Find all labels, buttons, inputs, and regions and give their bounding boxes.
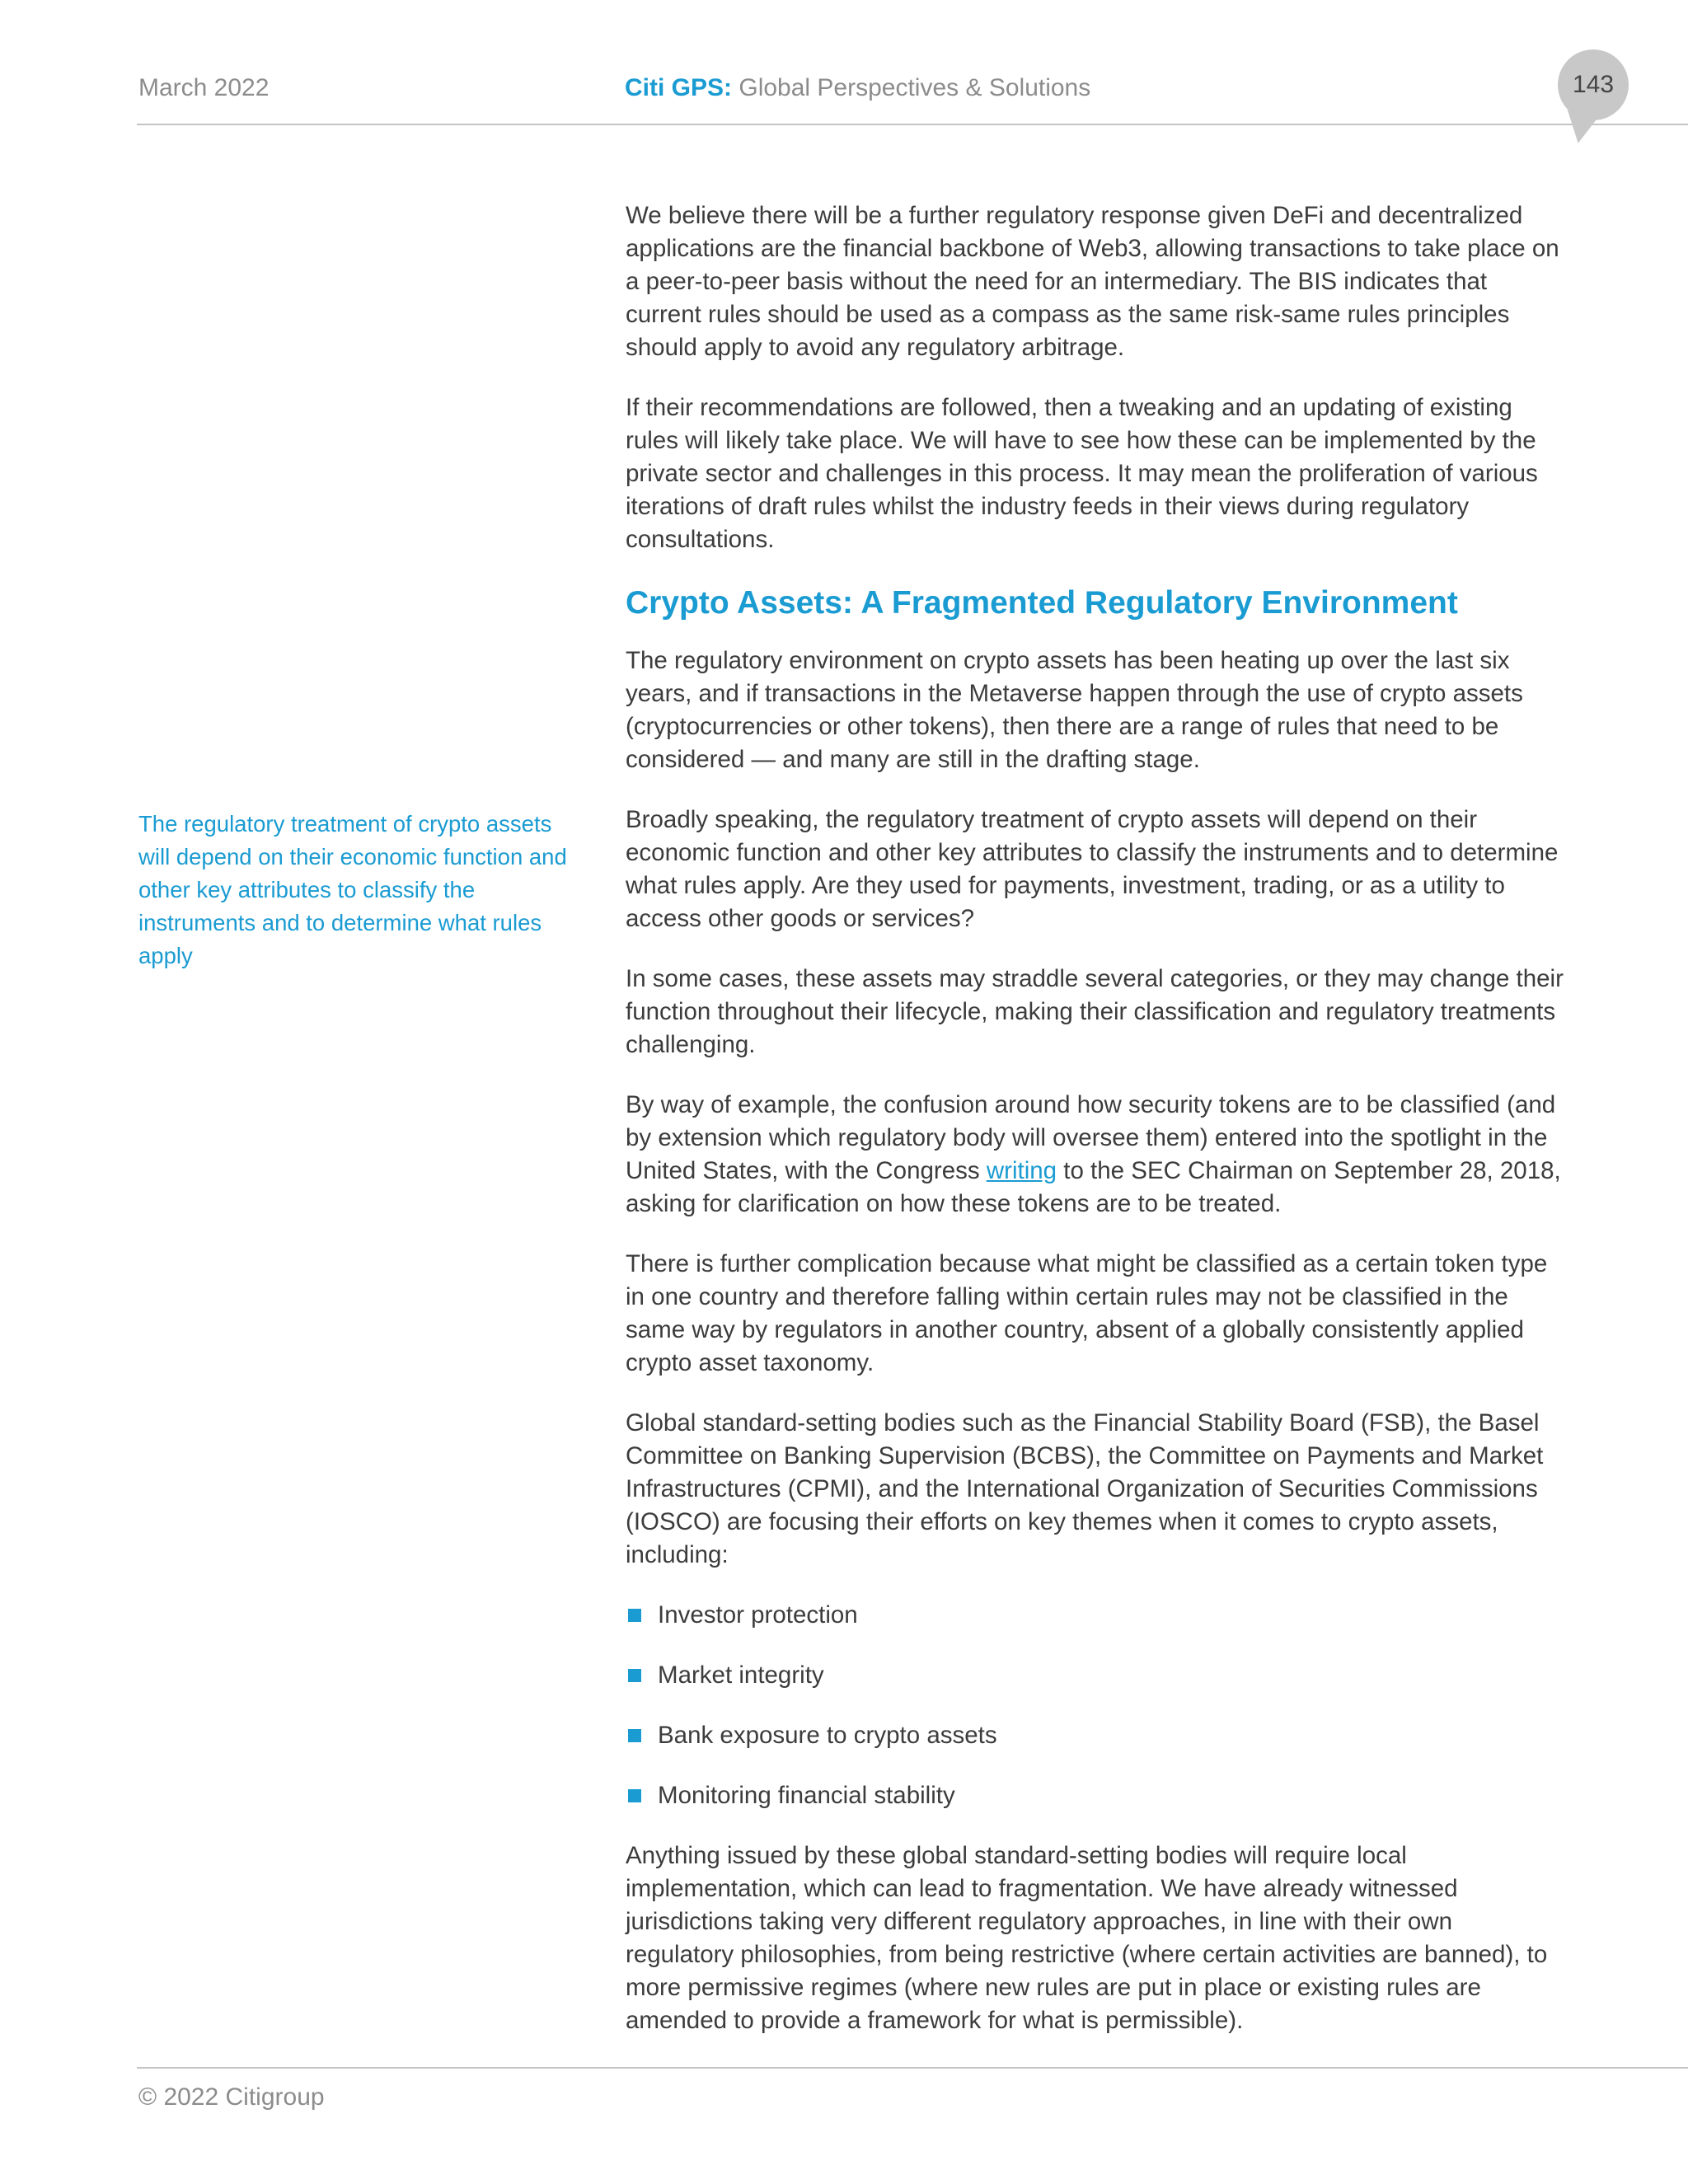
brand-name: Citi GPS: <box>625 74 733 101</box>
writing-link[interactable]: writing <box>986 1157 1057 1184</box>
list-item-label: Monitoring financial stability <box>658 1782 955 1809</box>
list-item <box>626 1779 1565 1812</box>
themes-list <box>626 1599 1565 1812</box>
header-brand <box>625 74 1090 102</box>
sidenote-callout: The regulatory treatment of crypto assets will depend on their economic function and other key attributes to classify the instruments and to determine what rules apply <box>138 811 567 968</box>
brand-tagline: Global Perspectives & Solutions <box>738 74 1091 101</box>
paragraph-standard-setting: Global standard-setting bodies such as the Financial Stability Board (FSB), the Basel Committee on Banking Supervision (BCBS), the Committee on Payments and Market Infrastructures (CPMI), and the International Organization of Securities Commissions (IOSCO) are focusing their efforts on key themes when it comes to crypto assets, including: <box>626 1409 1544 1568</box>
square-bullet-icon <box>628 1609 641 1622</box>
list-item <box>626 1599 1565 1632</box>
paragraph-classification: Broadly speaking, the regulatory treatment of crypto assets will depend on their economic function and other key attributes to classify the instruments and to determine what rules apply. Are they used for payments, investment, trading, or as a utility to access other goods or services? <box>626 806 1559 932</box>
paragraph-categories: In some cases, these assets may straddle several categories, or they may change their function throughout their lifecycle, making their classification and regulatory treatments challenging. <box>626 965 1564 1058</box>
header-divider <box>137 124 1688 125</box>
square-bullet-icon <box>628 1729 641 1742</box>
footer-divider <box>137 2067 1688 2069</box>
list-item-label: Market integrity <box>658 1661 824 1689</box>
footer-copyright: © 2022 Citigroup <box>138 2083 325 2111</box>
paragraph-security-tokens <box>626 1089 1565 1221</box>
paragraph-recommendations: If their recommendations are followed, then a tweaking and an updating of existing rules will likely take place. We will have to see how these can be implemented by the private sector and challenges in this process. It may mean the proliferation of various iterations of draft rules whilst the industry feeds in their views during regulatory consultations. <box>626 394 1538 553</box>
list-item <box>626 1659 1565 1692</box>
paragraph-environment: The regulatory environment on crypto assets has been heating up over the last six years, and if transactions in the Metaverse happen through the use of crypto assets (cryptocurrencies or other tokens), then there are a range of rules that need to be considered — and many are still in the drafting stage. <box>626 647 1523 773</box>
list-item-label: Bank exposure to crypto assets <box>658 1722 997 1749</box>
list-item-label: Investor protection <box>658 1601 858 1629</box>
paragraph-complication: There is further complication because what might be classified as a certain token type in one country and therefore falling within certain rules may not be classified in the same way by regulators in another country, absent of a globally consistently applied crypto asset taxonomy. <box>626 1250 1548 1376</box>
page-number: 143 <box>1572 71 1615 98</box>
paragraph-text-after-link: to the SEC Chairman on September 28, 2018, asking for clarification on how these tokens are to be treated. <box>626 1157 1561 1217</box>
paragraph-text-before-link: By way of example, the confusion around how security tokens are to be classified (and by extension which regulatory body will oversee them) entered into the spotlight in the United States, with the Congress <box>626 1091 1556 1184</box>
page-number-badge <box>1558 49 1629 120</box>
header-date: March 2022 <box>138 74 270 101</box>
paragraph-defi: We believe there will be a further regulatory response given DeFi and decentralized applications are the financial backbone of Web3, allowing transactions to take place on a peer-to-peer basis without the need for an intermediary. The BIS indicates that current rules should be used as a compass as the same risk-same rules principles should apply to avoid any regulatory arbitrage. <box>626 202 1559 361</box>
list-item <box>626 1719 1565 1752</box>
article-body <box>626 199 1565 2064</box>
square-bullet-icon <box>628 1669 641 1682</box>
square-bullet-icon <box>628 1789 641 1802</box>
section-heading: Crypto Assets: A Fragmented Regulatory Environment <box>626 585 1458 621</box>
paragraph-fragmentation: Anything issued by these global standard-setting bodies will require local implementation, which can lead to fragmentation. We have already witnessed jurisdictions taking very different regulatory approaches, in line with their own regulatory philosophies, from being restrictive (where certain activities are banned), to more permissive regimes (where new rules are put in place or existing rules are amended to provide a framework for what is permissible). <box>626 1842 1548 2034</box>
